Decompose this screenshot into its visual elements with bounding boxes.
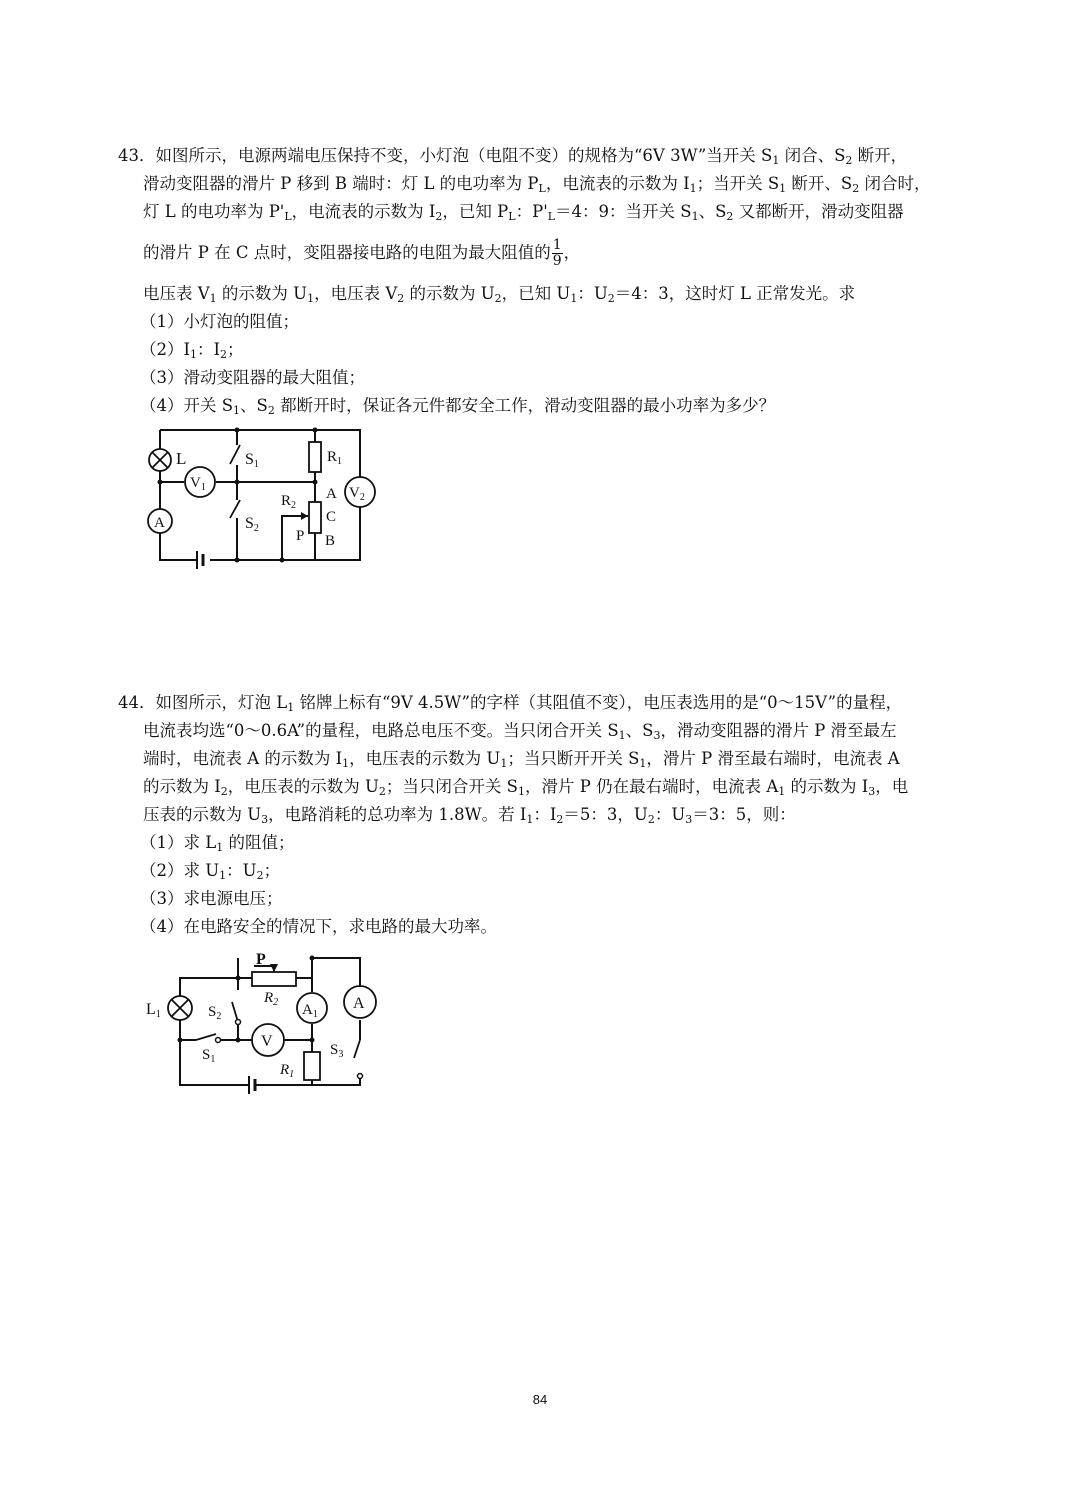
q44-part-1: （1）求 $L_1$ 的阻值； xyxy=(140,833,295,854)
q43-part-2: $(2)I_1$：$I_2$； xyxy=(140,340,244,361)
q44-part-4: （4）在电路安全的情况下，求电路的最大功率。 xyxy=(140,917,497,936)
label-point-P: P xyxy=(296,528,305,544)
q43-line-3: 灯 L 的电功率为 $P'_L$，电流表的示数为 $I_2$，已知 $P_L$：$P'_L=4$：9：当开关 $S_1$、$S_2$ 又都断开，滑动变阻器 xyxy=(143,202,904,223)
label-P: P xyxy=(256,951,266,968)
q43-part-4: （4）开关 $S_1$、$S_2$ 都断开时，保证各元件都安全工作，滑动变阻器的最小功率为多少？ xyxy=(140,396,776,417)
q43-line-1: 43．如图所示，电源两端电压保持不变，小灯泡（电阻不变）的规格为“6V 3W”当开关 $S_1$ 闭合、$S_2$ 断开， xyxy=(118,146,908,167)
battery-icon xyxy=(249,1076,255,1094)
switch-s1-icon xyxy=(230,445,240,464)
label-V1: $V_1$ xyxy=(190,475,206,493)
slider-arrow-icon xyxy=(301,512,308,520)
label-A: A xyxy=(353,995,365,1012)
label-L: L xyxy=(176,449,187,468)
label-S1: S1 xyxy=(245,451,259,470)
fraction-one-ninth: $\frac{1}{9}$ xyxy=(552,237,562,269)
label-point-C: C xyxy=(326,509,337,525)
switch-s2-icon xyxy=(230,500,240,518)
circuit-diagram-43 xyxy=(140,420,400,570)
label-S2: S2 xyxy=(245,515,259,534)
label-S3: $S_3$ xyxy=(330,1042,344,1060)
q44-line-1: 44．如图所示，灯泡 $L_1$ 铭牌上标有“9V 4.5W”的字样（其阻值不变），电压表选用的是“0～15V”的量程， xyxy=(118,693,903,714)
label-A1: $A_1$ xyxy=(302,1002,318,1020)
lamp-L-icon xyxy=(149,449,171,471)
label-point-A: A xyxy=(326,486,337,502)
label-R1: $R_1$ xyxy=(327,449,343,467)
q43-line-5: 电压表 $V_1$ 的示数为 $U_1$，电压表 $V_2$ 的示数为 $U_2$，已知 $U_1$：$U_2=4$：3，这时灯 L 正常发光。求 xyxy=(143,284,856,305)
rheostat-r2-icon xyxy=(252,972,296,986)
switch-s1-icon xyxy=(196,1034,216,1040)
q44-line-5: 压表的示数为 $U_3$，电路消耗的总功率为 1.8W。若 $I_1$：$I_2=5$：3，$U_2$：$U_3=3$：5，则： xyxy=(143,805,796,826)
label-V2: $V_2$ xyxy=(349,485,365,503)
label-R2: $R_2$ xyxy=(281,493,297,511)
switch-s3-icon xyxy=(354,1040,360,1058)
q43-line-4: 的滑片 P 在 C 点时，变阻器接电路的电阻为最大阻值的 $\frac{1}{9}$ ， xyxy=(143,237,581,269)
label-S1: $S_1$ xyxy=(202,1047,216,1065)
lamp-L1-icon xyxy=(168,996,192,1020)
q43-part-1: （1）小灯泡的阻值； xyxy=(140,312,299,331)
label-point-B: B xyxy=(325,533,336,549)
q43-line-2: 滑动变阻器的滑片 P 移到 B 端时：灯 L 的电功率为 $P_L$，电流表的示数为 $I_1$；当开关 $S_1$ 断开、$S_2$ 闭合时， xyxy=(143,174,931,195)
junction-dots xyxy=(178,956,315,1043)
label-L1: L1 xyxy=(146,1001,161,1020)
q44-line-4: 的示数为 $I_2$，电压表的示数为 $U_2$；当只闭合开关 $S_1$，滑片 P 仍在最右端时，电流表 $A_1$ 的示数为 $I_3$，电 xyxy=(143,777,909,798)
label-R1: $R_1$ xyxy=(280,1062,295,1080)
resistor-r1-icon xyxy=(304,1052,320,1080)
page-number: 84 xyxy=(532,1392,548,1407)
rheostat-r2-icon xyxy=(309,502,321,533)
resistor-r1-icon xyxy=(309,442,321,472)
label-ammeter-A: A xyxy=(154,515,165,531)
q44-line-2: 电流表均选“0～0.6A”的量程，电路总电压不变。当只闭合开关 $S_1$、$S_3$，滑动变阻器的滑片 P 滑至最左 xyxy=(143,721,897,742)
label-S2: $S_2$ xyxy=(208,1004,222,1022)
circuit-diagram-44 xyxy=(140,950,400,1110)
q44-part-2: （2）求 $U_1$：$U_2$； xyxy=(140,861,281,882)
label-R2: $R_2$ xyxy=(264,990,279,1008)
q43-part-3: （3）滑动变阻器的最大阻值； xyxy=(140,368,365,387)
slider-arrow-icon xyxy=(270,964,278,972)
q44-line-3: 端时，电流表 A 的示数为 $I_1$，电压表的示数为 $U_1$；当只断开开关 $S_1$，滑片 P 滑至最右端时，电流表 A xyxy=(143,749,900,770)
q44-part-3: （3）求电源电压； xyxy=(140,889,283,908)
label-V: V xyxy=(261,1033,273,1050)
